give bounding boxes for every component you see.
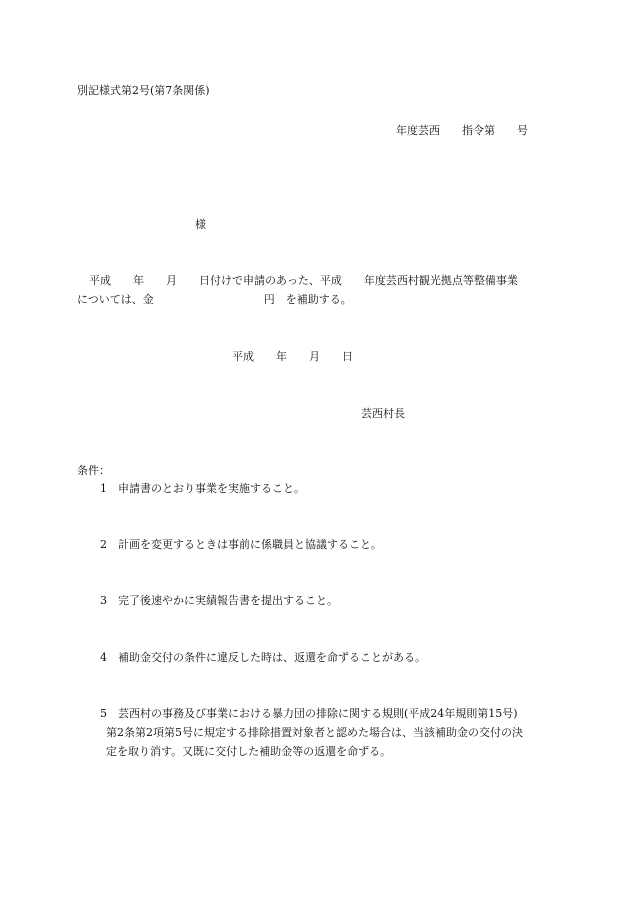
document-number: 年度芸西 指令第 号 [396, 124, 528, 137]
condition-number: 4 [100, 651, 107, 664]
condition-text: 芸西村の事務及び事業における暴力団の排除に関する規則(平成24年規則第15号) [118, 707, 518, 720]
condition-text: 計画を変更するときは事前に係職員と協議すること。 [118, 538, 382, 551]
condition-text: 申請書のとおり事業を実施すること。 [118, 482, 305, 495]
form-label: 別記様式第2号(第7条関係) [77, 84, 210, 97]
condition-number: 1 [100, 482, 107, 495]
body-line-2: については、金 円 を補助する。 [77, 293, 352, 306]
body-line-1: 平成 年 月 日付けで申請のあった、平成 年度芸西村観光拠点等整備事業 [89, 274, 518, 287]
condition-text: 補助金交付の条件に違反した時は、返還を命ずることがある。 [118, 651, 426, 664]
condition-text: 完了後速やかに実績報告書を提出すること。 [118, 594, 338, 607]
addressee-suffix: 様 [195, 218, 206, 231]
issue-date: 平成 年 月 日 [232, 350, 353, 363]
condition-number: 3 [100, 594, 107, 607]
condition-text: 第2条第2項第5号に規定する排除措置対象者と認めた場合は、当該補助金の交付の決 [106, 726, 523, 739]
condition-number: 2 [100, 538, 107, 551]
issuer-name: 芸西村長 [361, 407, 405, 420]
condition-number: 5 [100, 707, 107, 720]
conditions-heading: 条件： [77, 464, 110, 477]
condition-text: 定を取り消す。又既に交付した補助金等の返還を命ずる。 [106, 745, 392, 758]
